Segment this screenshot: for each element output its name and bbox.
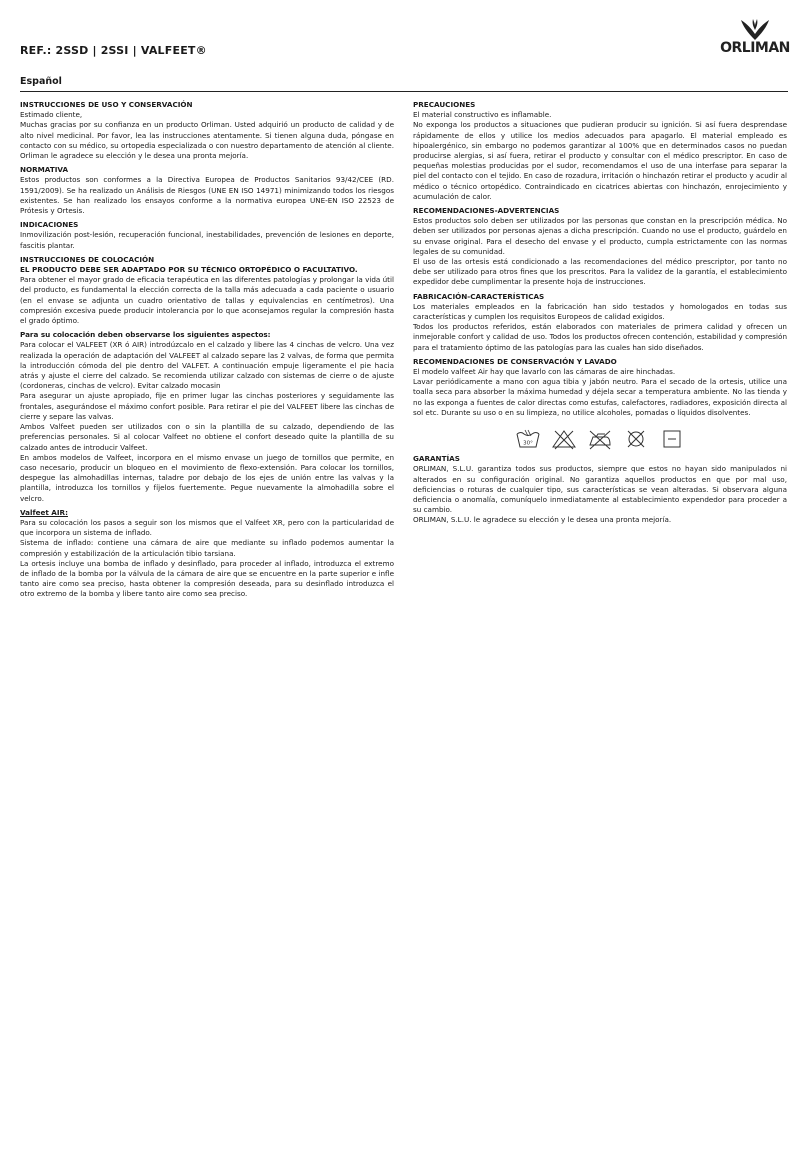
normativa-heading: NORMATIVA — [20, 165, 69, 175]
fabricacion-heading: FABRICACIÓN-CARACTERÍSTICAS — [413, 291, 545, 301]
brand-name: ORLIMAN — [720, 40, 790, 56]
colocacion-text: Para obtener el mayor grado de eficacia terapéutica en las diferentes patologías y prolongar la vida útil del producto, es fundamental la elección correcta de la talla más adecuada a cada paciente o usuario (en el envase se adjunta un cuadro orientativo de tallas y equivalencias en centímetros). Una compresión excesiva puede producir intolerancia por lo que aconsejamos regular la compresión hasta el grado óptimo. — [20, 275, 394, 326]
fabricacion-paragraph: Los materiales empleados en la fabricación han sido testados y homologados en todas sus características y cumplen los requisitos Europeos de calidad exigidos. — [413, 301, 787, 322]
aspectos-paragraph: En ambos modelos de Valfeet, incorpora en el mismo envase un juego de tornillos que permite, en caso necesario, producir un bloqueo en el movimiento de flexo-extensión. Para colocar los tornillos, despegue las almohadillas internas, taladre por debajo de los ejes de unión entre las valvas y la plantilla, introduzca los tornillos y fíjelos fuertemente. Pegue nuevamente la almohadilla sobre el velcro. — [20, 452, 394, 503]
valfeet-air-heading: Valfeet AIR: — [20, 507, 68, 517]
orliman-emblem-icon — [737, 18, 773, 42]
fabricacion-paragraph: Todos los productos referidos, están elaborados con materiales de primera calidad y ofrecen un inmejorable confort y calidad de uso. Todos los productos ofrecen contención, estabilidad y compresión para el tratamiento óptimo de las patologías para las cuales han sido diseñados. — [413, 322, 787, 352]
air-paragraph: La ortesis incluye una bomba de inflado y desinflado, para proceder al inflado, introduzca el extremo de inflado de la bomba por la válvula de la cámara de aire que se encuentre en la parte superior e infle tanto aire como sea preciso, hasta obtener la compresión deseada, para su desinflado introduzca el otro extremo de la bomba y libere tanto aire como sea preciso. — [20, 558, 394, 599]
recomendaciones-heading: RECOMENDACIONES-ADVERTENCIAS — [413, 206, 560, 216]
lavado-paragraph: Lavar periódicamente a mano con agua tibia y jabón neutro. Para el secado de la ortesis, utilice una toalla seca para absorber la máxima humedad y déjela secar a temperatura ambiente. No las tienda y no las exponga a fuentes de calor directas como estufas, calefactores, radiadores, exposición directa al sol etc. Durante su uso o en su limpieza, no utilice alcoholes, pomadas o líquidos disolventes. — [413, 377, 787, 417]
recomendaciones-paragraph: Estos productos solo deben ser utilizados por las personas que constan en la prescripción médica. No deben ser utilizados por personas ajenas a dicha prescripción. Cuando no use el producto, guárdelo en su envase original. Para el desecho del envase y el producto, cumpla estrictamente con las normas legales de su comunidad. — [413, 216, 787, 256]
care-symbols — [413, 428, 787, 450]
no-bleach-icon — [551, 428, 577, 450]
precauciones-paragraph: No exponga los productos a situaciones que pudieran producir su ignición. Si así fuera desprendase rápidamente de ellos y utilice los medios adecuados para apagarlo. El material empleado es hipoalergénico, sin embargo no podemos garantizar al 100% que en determinados casos no puedan producirse alergias, si así fuera, retirar el producto y consultar con el médico prescriptor. En caso de pequeñas molestias producidas por el sudor, recomendamos el uso de una interfase para separar la piel del contacto con el tejido. En caso de rozadura, irritación o hinchazón retirar el producto y acudir al médico o técnico ortopédico. Contraindicado en cicatrices abiertas con hinchazón, enrojecimiento y acumulación de calor. — [413, 120, 787, 201]
uso-greeting: Estimado cliente, — [20, 110, 83, 120]
air-paragraph: Para su colocación los pasos a seguir son los mismos que el Valfeet XR, pero con la particularidad de que incorpora un sistema de inflado. — [20, 517, 394, 538]
normativa-text: Estos productos son conformes a la Directiva Europea de Productos Sanitarios 93/42/CEE (RD. 1591/2009). Se ha realizado un Análisis de Riesgos (UNE EN ISO 14971) minimizando todos los riesgos existentes. Se han realizado los ensayos conforme a la normativa europea UNE-EN ISO 22523 de Prótesis y Ortesis. — [20, 175, 394, 216]
indicaciones-heading: INDICACIONES — [20, 220, 79, 230]
aspectos-paragraph: Ambos Valfeet pueden ser utilizados con o sin la plantilla de su calzado, dependiendo de las preferencias personales. Si al colocar Valfeet no obtiene el confort deseado quite la plantilla de su calzado antes de introducir Valfeet. — [20, 422, 394, 452]
reference-header: REF.: 2SSD | 2SSI | VALFEET® — [20, 44, 207, 57]
wash-temperature: 30° — [523, 440, 533, 447]
garantias-paragraph: ORLIMAN, S.L.U. le agradece su elección y le desea una pronta mejoría. — [413, 515, 672, 525]
language-label: Español — [20, 76, 62, 87]
uso-text: Muchas gracias por su confianza en un producto Orliman. Usted adquirió un producto de calidad y de alto nivel medicinal. Por favor, lea las instrucciones atentamente. Si tienen alguna duda, póngase en contacto con su médico, su ortopedia especializada o con nuestro departamento de atención al cliente. Orliman le agradece su elección y le desea una pronta mejoría. — [20, 120, 394, 161]
garantias-paragraph: ORLIMAN, S.L.U. garantiza todos sus productos, siempre que estos no hayan sido manipulados ni alterados en su configuración original. No garantiza aquellos productos en que por mal uso, deficiencias o roturas de cualquier tipo, sus características se vean alteradas. Si observara alguna deficiencia o anomalía, comuníquelo inmediatamente al establecimiento expendedor para proceder a su cambio. — [413, 464, 787, 515]
no-dry-clean-icon — [623, 428, 649, 450]
garantias-heading: GARANTÍAS — [413, 454, 460, 464]
aspectos-paragraph: Para colocar el VALFEET (XR ó AIR) introdúzcalo en el calzado y libere las 4 cinchas de velcro. Una vez realizada la operación de adaptación del VALFEET al calzado separe las 2 valvas, de forma que permita la introducción cómoda del pie dentro del VALFET. A continuación empuje ligeramente el pie hacia atrás y ajuste el cierre del calzado. Se recomienda utilizar calzado con sistemas de cierre o de ajuste (cordoneras, cinchas de velcro). Evitar calzado mocasin — [20, 340, 394, 391]
uso-heading: INSTRUCCIONES DE USO Y CONSERVACIÓN — [20, 100, 193, 109]
aspectos-paragraph: Para asegurar un ajuste apropiado, fije en primer lugar las cinchas posteriores y seguidamente las frontales, asegurándose el máximo confort posible. Para retirar el pie del VALFEET libere las cinchas de cierre y separe las valvas. — [20, 391, 394, 421]
header-divider — [20, 91, 788, 92]
colocacion-heading: INSTRUCCIONES DE COLOCACIÓN — [20, 254, 155, 264]
hand-wash-30-icon — [515, 428, 541, 450]
left-column — [20, 100, 394, 600]
flat-dry-icon — [659, 428, 685, 450]
lavado-paragraph: El modelo valfeet Air hay que lavarlo con las cámaras de aire hinchadas. — [413, 367, 676, 377]
indicaciones-text: Inmovilización post-lesión, recuperación funcional, inestabilidades, prevención de lesiones en deporte, fascitis plantar. — [20, 230, 394, 250]
recomendaciones-paragraph: El uso de las ortesis está condicionado a las recomendaciones del médico prescriptor, por tanto no debe ser utilizado para otros fines que los prescritos. Para la validez de la garantía, el establecimiento expedidor debe cumplimentar la presente hoja de instrucciones. — [413, 257, 787, 287]
right-column — [413, 100, 787, 526]
air-paragraph: Sistema de inflado: contiene una cámara de aire que mediante su inflado podemos aumentar la compresión y estabilización de la articulación tibio tarsiana. — [20, 538, 394, 558]
orliman-logo — [720, 18, 790, 64]
no-iron-icon — [587, 428, 613, 450]
lavado-heading: RECOMENDACIONES DE CONSERVACIÓN Y LAVADO — [413, 356, 617, 366]
aspectos-heading: Para su colocación deben observarse los siguientes aspectos: — [20, 330, 271, 340]
precauciones-heading: PRECAUCIONES — [413, 100, 476, 109]
colocacion-subheading: EL PRODUCTO DEBE SER ADAPTADO POR SU TÉCNICO ORTOPÉDICO O FACULTATIVO. — [20, 265, 358, 275]
precauciones-paragraph: El material constructivo es inflamable. — [413, 110, 552, 120]
